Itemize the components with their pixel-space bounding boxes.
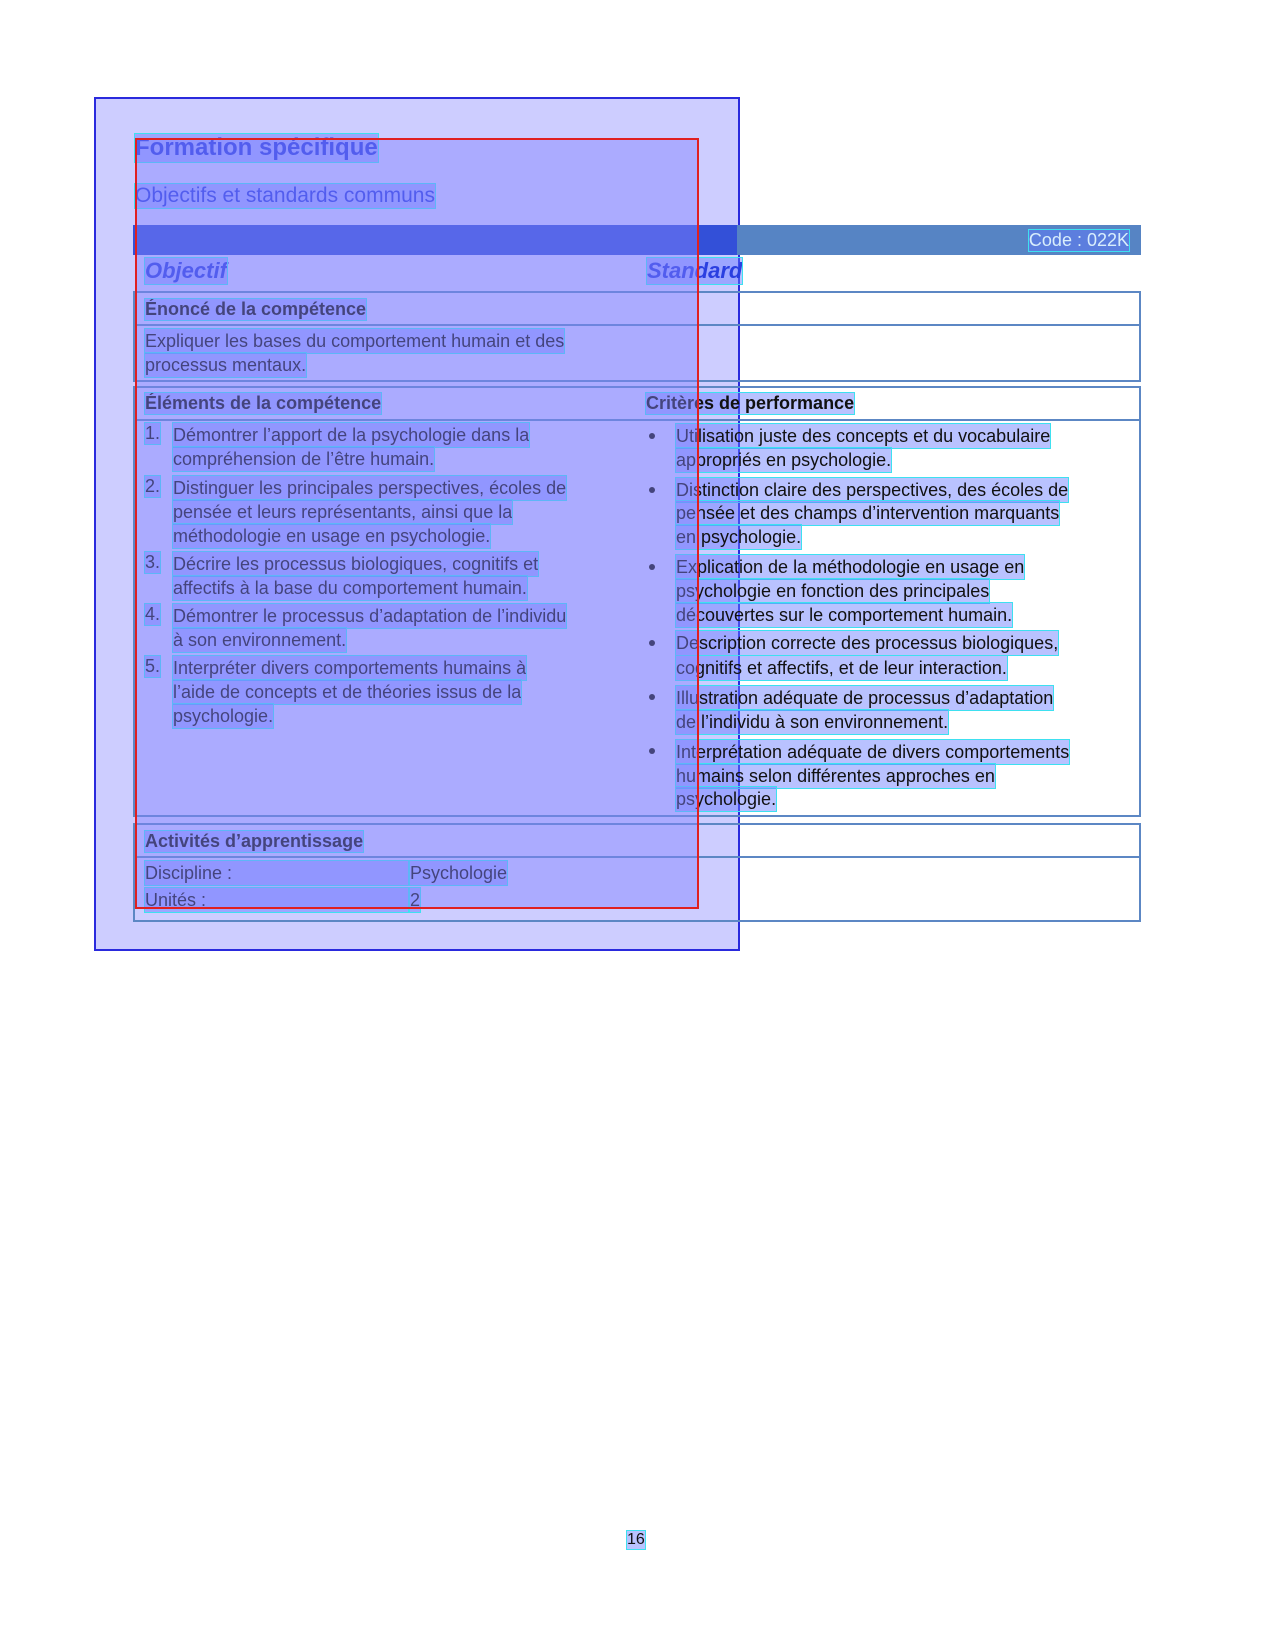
element-line: Distinguer les principales perspectives, écoles de (173, 478, 567, 498)
critere-line: de l’individu à son environnement. (676, 712, 949, 732)
critere-line: Distinction claire des perspectives, des écoles de (676, 480, 1069, 500)
critere-line: pensée et des champs d’intervention marquants (676, 503, 1060, 523)
critere-line: humains selon différentes approches en (676, 766, 995, 786)
criteres-heading: Critères de performance (646, 393, 855, 413)
element-line: à son environnement. (173, 630, 347, 650)
page-number: 16 (627, 1531, 645, 1548)
element-number: 3. (145, 552, 161, 572)
critere-line: cognitifs et affectifs, et de leur interaction. (676, 658, 1007, 678)
element-line: Démontrer l’apport de la psychologie dans la (173, 425, 530, 445)
critere-line: Description correcte des processus biologiques, (676, 633, 1059, 653)
critere-line: Illustration adéquate de processus d’adaptation (676, 688, 1054, 708)
element-line: psychologie. (173, 706, 274, 726)
critere-line: découvertes sur le comportement humain. (676, 605, 1013, 625)
element-number: 1. (145, 423, 161, 443)
element-number: 5. (145, 656, 161, 676)
section-subtitle: Objectifs et standards communs (135, 184, 435, 207)
enonce-line: Expliquer les bases du comportement humain et des (145, 331, 565, 351)
section-title: Formation spécifique (135, 134, 378, 161)
enonce-heading: Énoncé de la compétence (145, 299, 367, 319)
element-line: Interpréter divers comportements humains à (173, 658, 527, 678)
element-line: pensée et leurs représentants, ainsi que la (173, 502, 513, 522)
critere-line: Explication de la méthodologie en usage en (676, 557, 1025, 577)
activites-heading: Activités d’apprentissage (145, 831, 364, 851)
element-line: l’aide de concepts et de théories issus de la (173, 682, 522, 702)
critere-line: psychologie en fonction des principales (676, 581, 990, 601)
elements-heading: Éléments de la compétence (145, 393, 382, 413)
critere-line: psychologie. (676, 789, 777, 809)
element-number: 2. (145, 476, 161, 496)
unites-label: Unités : (145, 888, 408, 912)
element-line: Décrire les processus biologiques, cognitifs et (173, 554, 539, 574)
discipline-value: Psychologie (410, 863, 508, 883)
annotation-inner-region (135, 138, 699, 909)
unites-value: 2 (410, 890, 421, 910)
column-header-objectif: Objectif (145, 258, 227, 283)
discipline-label: Discipline : (145, 861, 408, 885)
enonce-line: processus mentaux. (145, 355, 307, 375)
column-header-standard: Standard (647, 258, 743, 283)
element-line: méthodologie en usage en psychologie. (173, 526, 491, 546)
critere-line: appropriés en psychologie. (676, 450, 892, 470)
element-line: affectifs à la base du comportement humain. (173, 578, 527, 598)
element-line: Démontrer le processus d’adaptation de l’individu (173, 606, 567, 626)
competency-code: Code : 022K (1028, 230, 1129, 250)
critere-line: Utilisation juste des concepts et du vocabulaire (676, 426, 1051, 446)
element-number: 4. (145, 604, 161, 624)
critere-line: Interprétation adéquate de divers comportements (676, 742, 1070, 762)
element-line: compréhension de l’être humain. (173, 449, 435, 469)
critere-line: en psychologie. (676, 527, 802, 547)
